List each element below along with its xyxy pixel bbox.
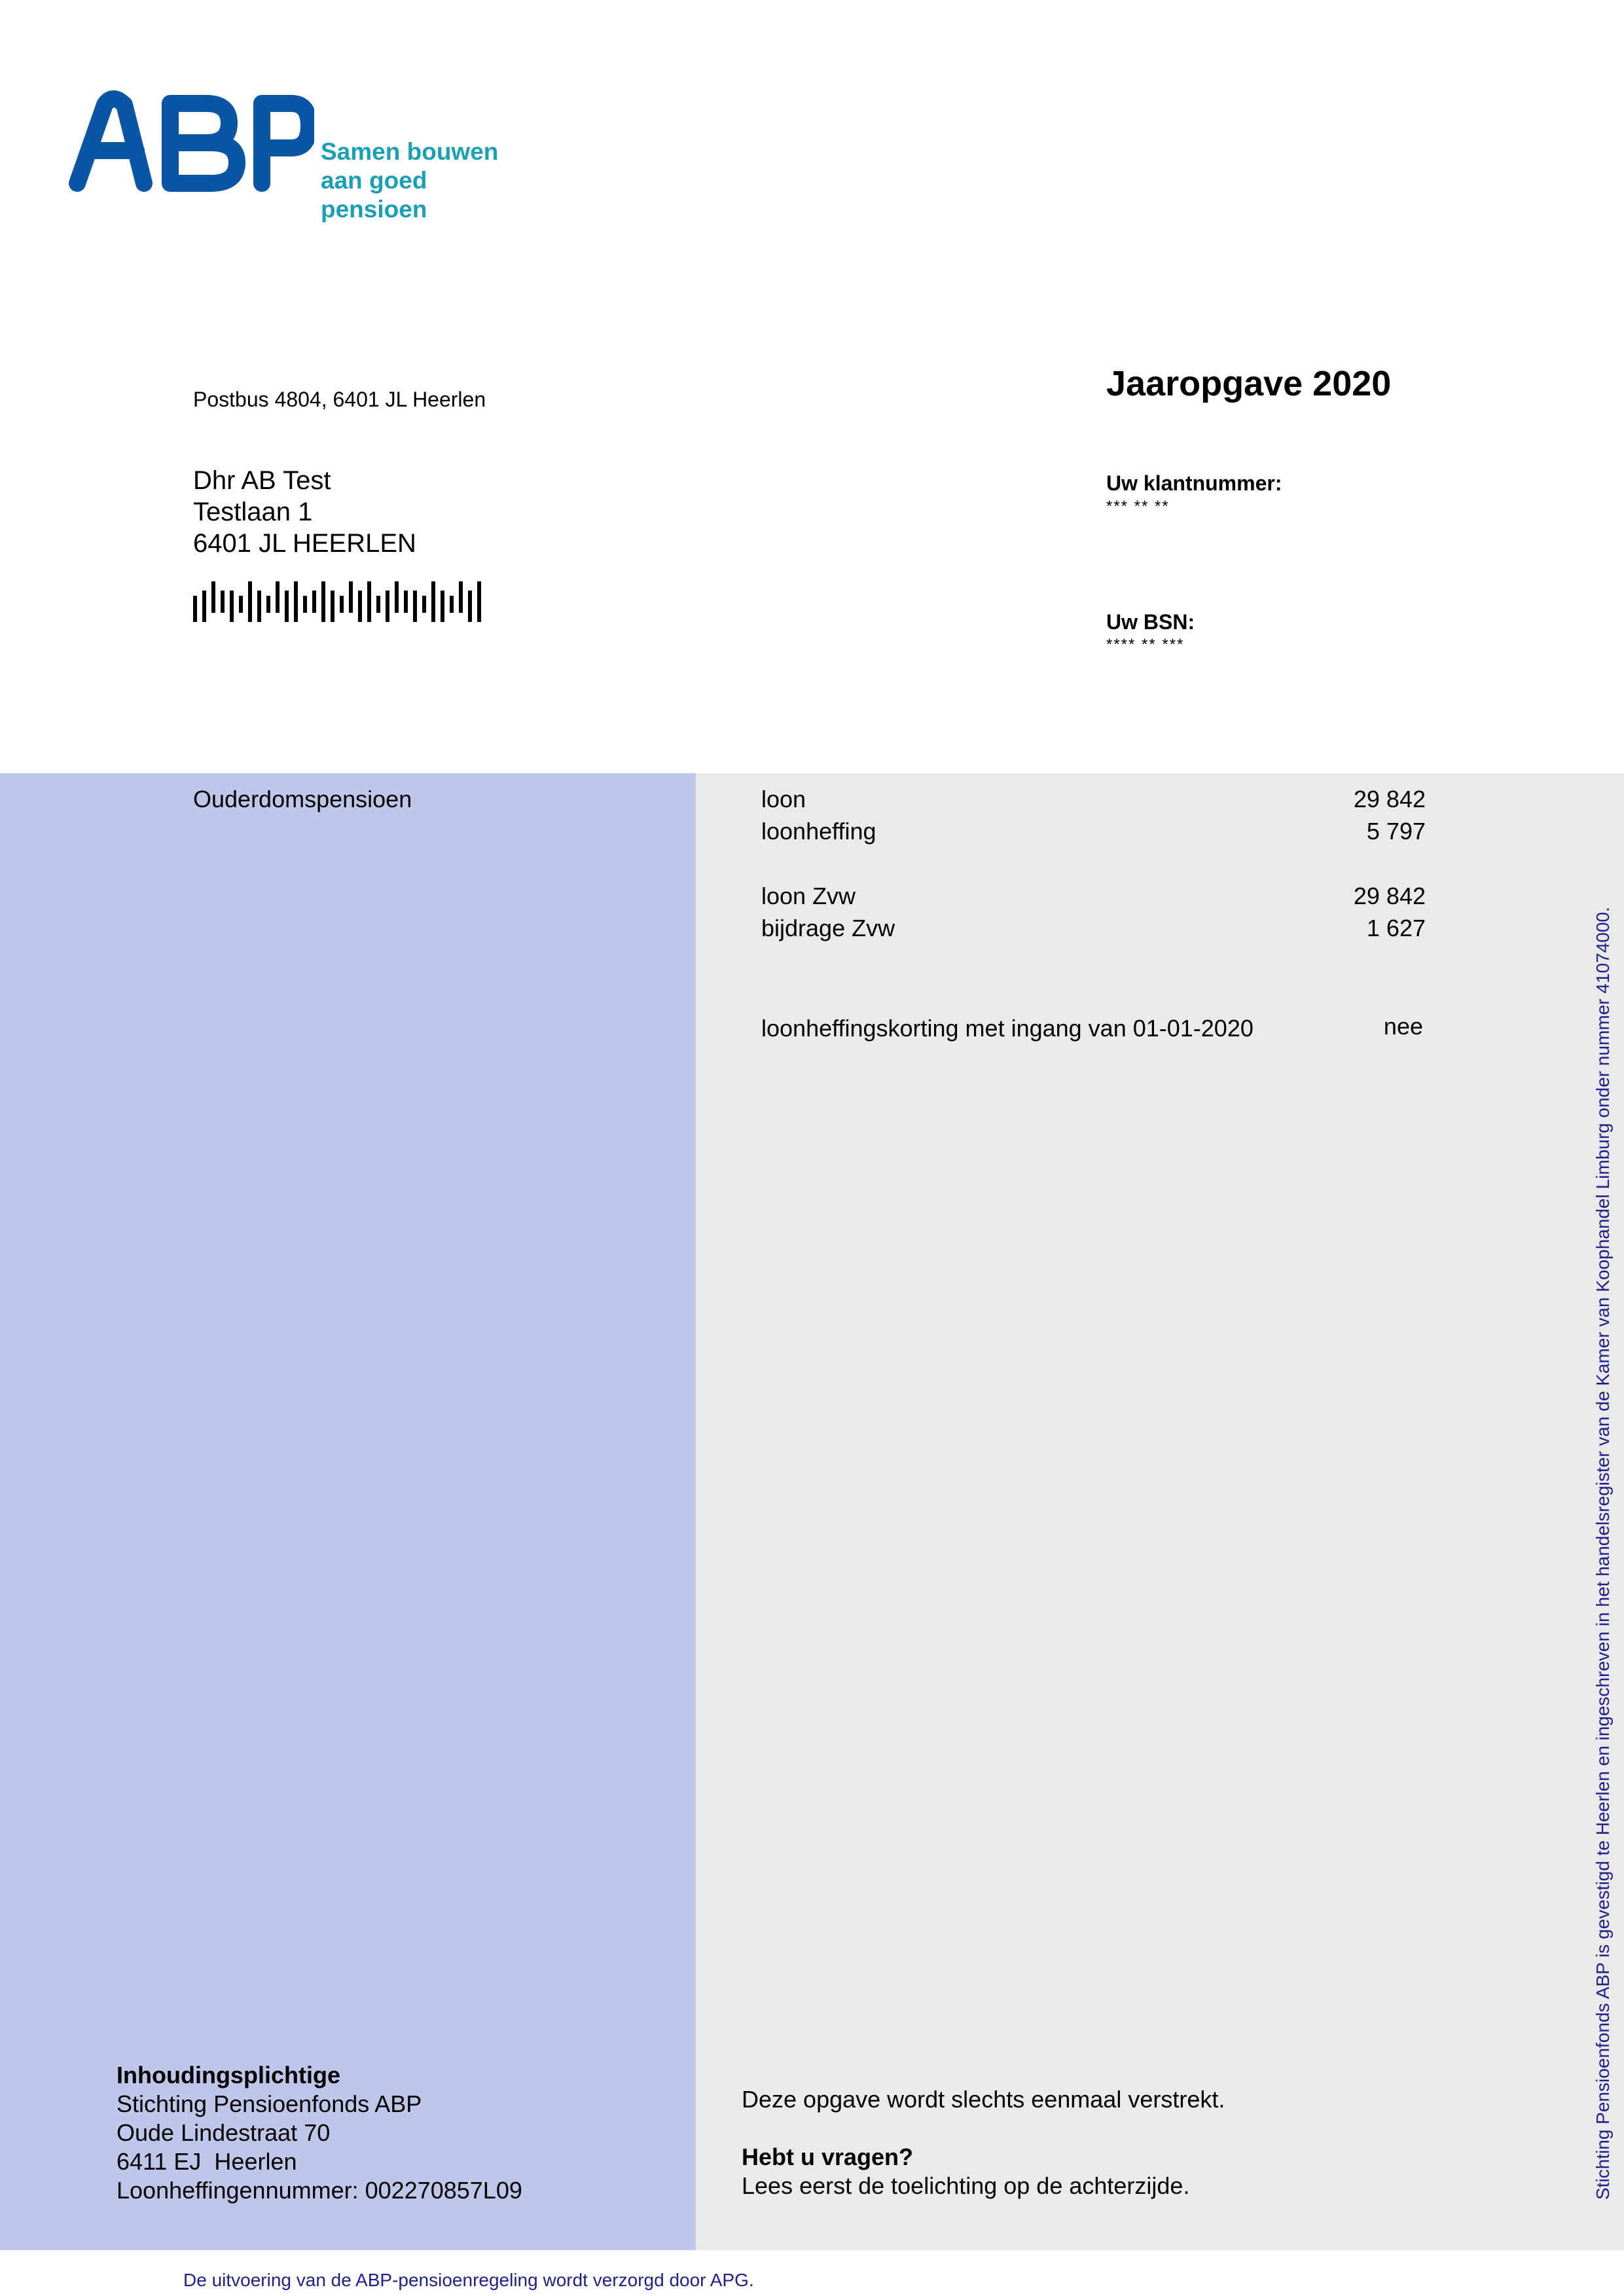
withholder-name: Stichting Pensioenfonds ABP (117, 2090, 422, 2117)
sender-return-address: Postbus 4804, 6401 JL Heerlen (193, 388, 486, 411)
tagline-line-1: Samen bouwen (321, 138, 499, 165)
row-value-loon-zvw: 29 842 (1353, 883, 1426, 909)
withholder-block (117, 2061, 522, 2205)
recipient-name: Dhr AB Test (193, 466, 331, 495)
withholder-heading: Inhoudingsplichtige (117, 2062, 340, 2088)
bottom-note: De uitvoering van de ABP-pensioenregeling wordt verzorgd door APG. (183, 2270, 754, 2290)
row-value-loon: 29 842 (1353, 786, 1426, 812)
row-label-loonheffingskorting: loonheffingskorting met ingang van 01-01-2020 (761, 1015, 1254, 1042)
right-band (696, 773, 1624, 2250)
document-title: Jaaropgave 2020 (1106, 364, 1392, 403)
tagline-line-2: aan goed pensioen (321, 167, 427, 223)
row-label-bijdrage-zvw: bijdrage Zvw (761, 915, 895, 941)
logo-tagline (321, 137, 537, 224)
postal-barcode (193, 581, 481, 622)
recipient-city: 6401 JL HEERLEN (193, 529, 416, 558)
questions-text: Lees eerst de toelichting op de achterzijde. (742, 2172, 1190, 2199)
row-label-loonheffing: loonheffing (761, 818, 876, 845)
row-label-loon: loon (761, 786, 806, 812)
bsn-value: **** ** *** (1106, 636, 1185, 653)
notice-once: Deze opgave wordt slechts eenmaal verstrekt. (742, 2086, 1225, 2113)
customer-number-value: *** ** ** (1106, 498, 1170, 515)
recipient-address (193, 465, 416, 559)
row-value-bijdrage-zvw: 1 627 (1366, 915, 1426, 941)
recipient-street: Testlaan 1 (193, 498, 313, 526)
customer-number-label: Uw klantnummer: (1106, 471, 1282, 495)
withholder-city: 6411 EJ Heerlen (117, 2148, 297, 2175)
abp-logo (65, 85, 537, 223)
row-label-loon-zvw: loon Zvw (761, 883, 856, 909)
row-value-loonheffingskorting: nee (1383, 1013, 1423, 1040)
notice-block (742, 2085, 1225, 2200)
row-value-loonheffing: 5 797 (1366, 818, 1426, 845)
bsn-label: Uw BSN: (1106, 610, 1195, 634)
left-band (0, 773, 696, 2250)
abp-logo-mark (65, 85, 314, 196)
registration-note-vertical: Stichting Pensioenfonds ABP is gevestigd te Heerlen en ingeschreven in het handelsregister van de Kamer van Koophandel Limburg onder nummer 41074000. (1593, 907, 1613, 2200)
withholder-tax-number: Loonheffingennummer: 002270857L09 (117, 2177, 522, 2204)
withholder-street: Oude Lindestraat 70 (117, 2119, 331, 2146)
section-title: Ouderdomspensioen (193, 786, 412, 812)
questions-heading: Hebt u vragen? (742, 2143, 914, 2170)
